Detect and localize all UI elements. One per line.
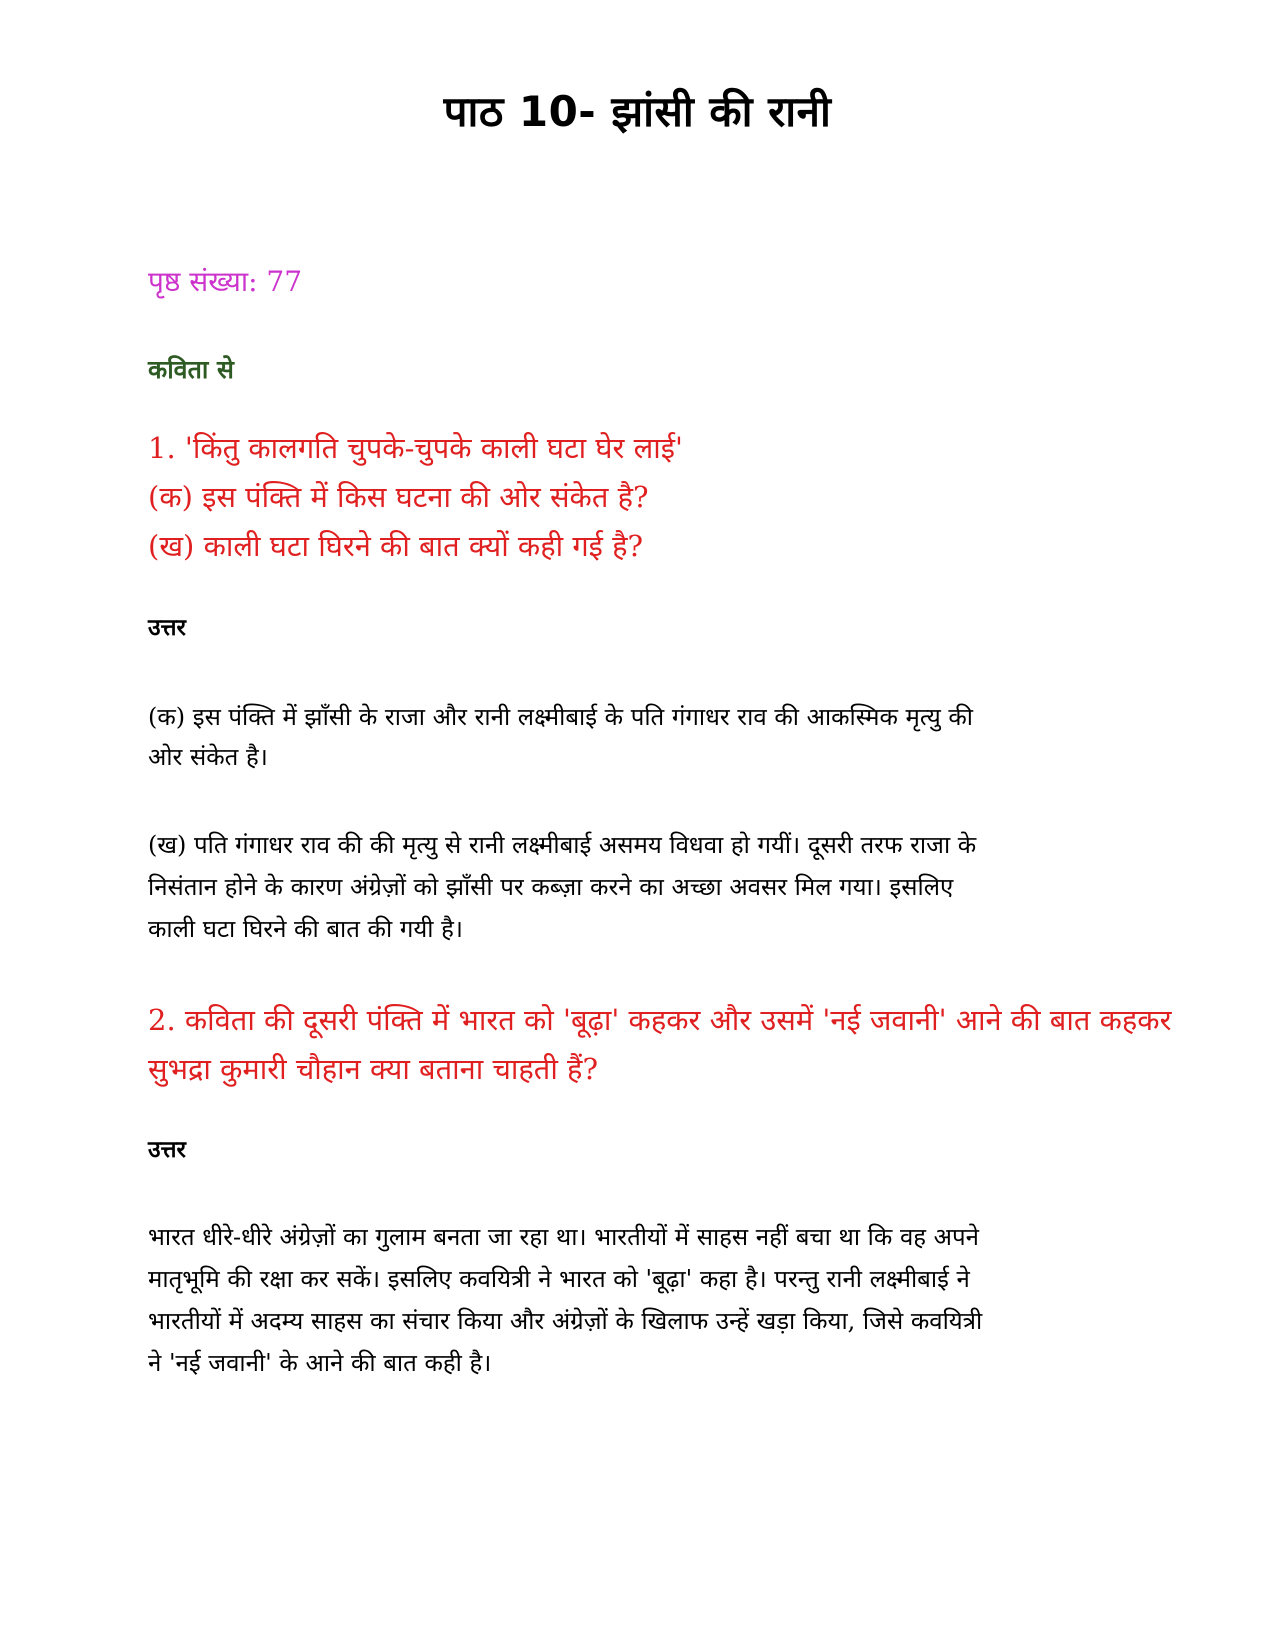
answer-1b-line-3: काली घटा घिरने की बात की गयी है। [148, 915, 463, 943]
question-2-line-1: 2. कविता की दूसरी पंक्ति में भारत को 'बूढ़ा' कहकर और उसमें 'नई जवानी' आने की बात कहकर [148, 1003, 1172, 1037]
question-2-line-2: सुभद्रा कुमारी चौहान क्या बताना चाहती हैं? [148, 1052, 599, 1086]
answer-2-line-4: ने 'नई जवानी' के आने की बात कही है। [148, 1349, 492, 1377]
question-1-part-b: (ख) काली घटा घिरने की बात क्यों कही गई है? [148, 529, 644, 563]
answer-2-line-3: भारतीयों में अदम्य साहस का संचार किया और अंग्रेज़ों के खिलाफ उन्हें खड़ा किया, जिसे कवयित्री [148, 1307, 983, 1335]
question-1-prompt: 1. 'किंतु कालगति चुपके-चुपके काली घटा घेर लाई' [148, 431, 684, 465]
answer-1b-line-2: निसंतान होने के कारण अंग्रेज़ों को झाँसी पर कब्ज़ा करने का अच्छा अवसर मिल गया। इसलिए [148, 873, 954, 901]
page-title: पाठ 10- झांसी की रानी [443, 87, 832, 136]
answer-1a-line-2: ओर संकेत है। [148, 743, 268, 771]
answer-2-line-2: मातृभूमि की रक्षा कर सकें। इसलिए कवयित्री ने भारत को 'बूढ़ा' कहा है। परन्तु रानी लक्ष्मीबाई ने [148, 1265, 970, 1293]
question-1-part-a: (क) इस पंक्ति में किस घटना की ओर संकेत है? [148, 480, 649, 514]
answer-1a-line-1: (क) इस पंक्ति में झाँसी के राजा और रानी लक्ष्मीबाई के पति गंगाधर राव की आकस्मिक मृत्यु की [148, 703, 974, 731]
page-number: पृष्ठ संख्या: 77 [148, 265, 303, 298]
answer-2-label: उत्तर [148, 1137, 186, 1163]
answer-1b-line-1: (ख) पति गंगाधर राव की की मृत्यु से रानी लक्ष्मीबाई असमय विधवा हो गयीं। दूसरी तरफ राजा के [148, 831, 977, 859]
answer-2-line-1: भारत धीरे-धीरे अंग्रेज़ों का गुलाम बनता जा रहा था। भारतीयों में साहस नहीं बचा था कि वह अपने [148, 1223, 979, 1251]
section-heading: कविता से [148, 355, 234, 384]
answer-1-label: उत्तर [148, 615, 186, 641]
